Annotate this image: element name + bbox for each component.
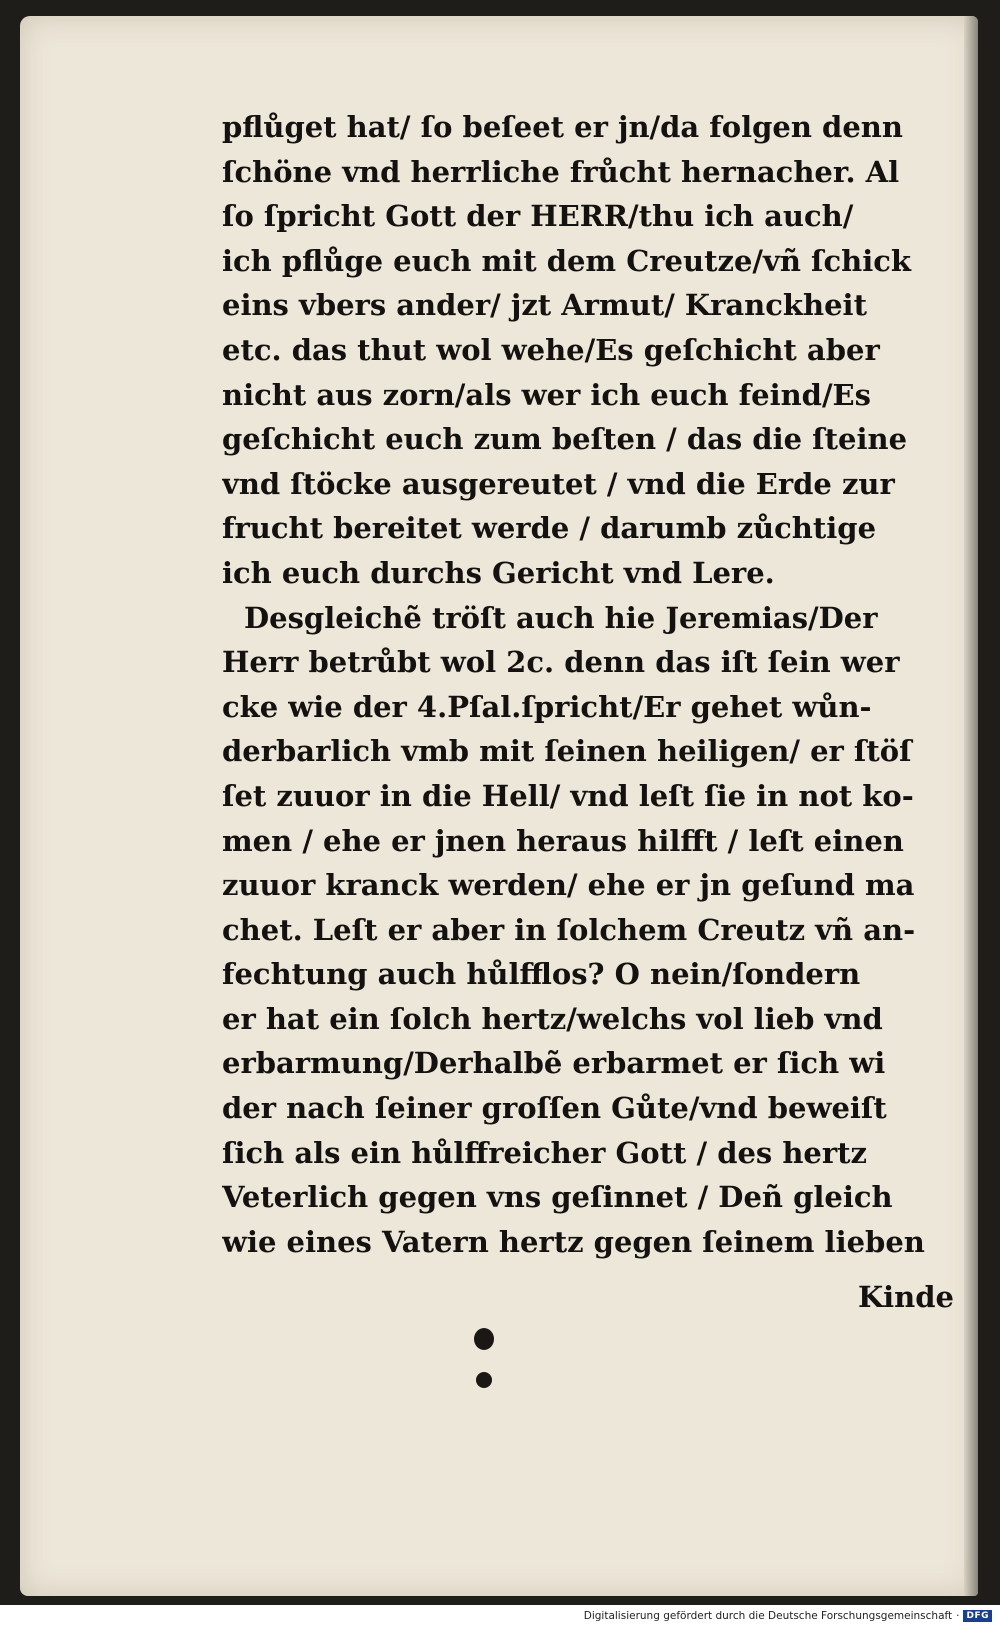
footer-credit-text: Digitalisierung gefördert durch die Deutsche Forschungsgemeinschaft: [583, 1610, 953, 1622]
text-line: wie eines Vatern hertz gegen ſeinem lieben: [222, 1224, 925, 1259]
footer-separator: ·: [956, 1610, 960, 1622]
text-line: erbarmung/Derhalbẽ erbarmet er ſich wi: [222, 1046, 886, 1081]
dfg-logo: DFG: [963, 1610, 992, 1622]
text-line: zuuor kranck werden/ ehe er jn geſund ma: [222, 868, 915, 903]
text-line: fechtung auch hůlfflos? O nein/ſondern: [222, 957, 861, 992]
text-line: ich euch durchs Gericht vnd Lere.: [222, 555, 775, 590]
body-text: [222, 105, 937, 1264]
text-line: der nach ſeiner groſſen Gůte/vnd beweiſt: [222, 1091, 887, 1126]
text-line: etc. das thut wol wehe/Es geſchicht aber: [222, 332, 880, 367]
text-line: ſo ſpricht Gott der HERR/thu ich auch/: [222, 199, 854, 234]
ornament-dot-small: [476, 1372, 492, 1388]
text-line: cke wie der 4.Pſal.ſpricht/Er gehet wůn-: [222, 689, 872, 724]
text-line: Veterlich gegen vns geſinnet / Deñ gleich: [222, 1180, 893, 1215]
paragraph-start-line: Desgleichẽ tröſt auch hie Jeremias/Der: [244, 600, 878, 635]
ornament-dot-large: [474, 1328, 494, 1350]
text-line: ſich als ein hůlffreicher Gott / des hertz: [222, 1135, 868, 1170]
text-line: ich pflůge euch mit dem Creutze/vñ ſchick: [222, 243, 912, 278]
text-line: Herr betrůbt wol 2c. denn das iſt ſein wer: [222, 645, 900, 680]
text-line: pflůget hat/ ſo beſeet er jn/da folgen denn: [222, 110, 903, 144]
page-ornament: [474, 1328, 494, 1388]
text-line: vnd ſtöcke ausgereutet / vnd die Erde zur: [222, 466, 895, 501]
text-line: eins vbers ander/ jzt Armut/ Kranckheit: [222, 288, 867, 323]
text-line: derbarlich vmb mit ſeinen heiligen/ er ſtöſ: [222, 734, 912, 769]
text-line: ſchöne vnd herrliche frůcht hernacher. Al: [222, 154, 900, 189]
digitization-footer: [584, 1610, 992, 1622]
text-line: nicht aus zorn/als wer ich euch feind/Es: [222, 377, 871, 412]
text-line: men / ehe er jnen heraus hilfft / leſt einen: [222, 823, 904, 858]
text-line: geſchicht euch zum beſten / das die ſteine: [222, 422, 908, 457]
text-line: ſet zuuor in die Hell/ vnd leſt ſie in not ko-: [222, 778, 914, 813]
page-edge: [964, 16, 978, 1596]
catchword: Kinde: [857, 1280, 954, 1314]
text-line: chet. Leſt er aber in ſolchem Creutz vñ an-: [222, 912, 916, 947]
text-line: er hat ein ſolch hertz/welchs vol lieb vnd: [222, 1001, 883, 1036]
text-line: frucht bereitet werde / darumb zůchtige: [222, 511, 877, 546]
